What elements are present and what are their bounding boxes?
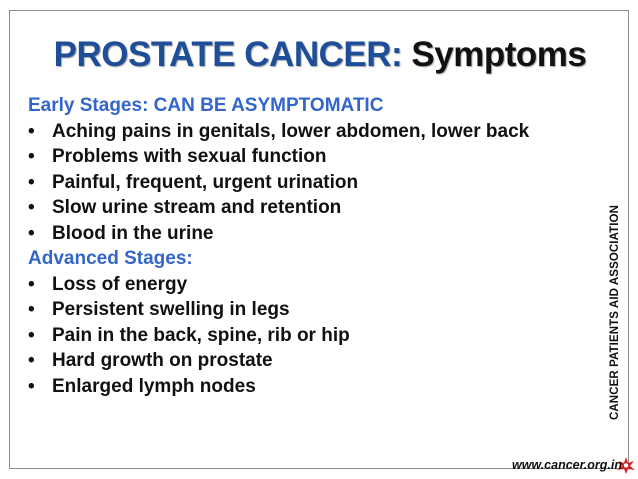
list-item: • Hard growth on prostate — [28, 348, 529, 374]
list-item: • Blood in the urine — [28, 221, 529, 247]
website-url[interactable]: www.cancer.org.in — [512, 458, 622, 472]
bullet-icon: • — [28, 324, 35, 346]
organization-name: CANCER PATIENTS AID ASSOCIATION — [609, 204, 621, 420]
bullet-icon: • — [28, 222, 35, 244]
title-topic: PROSTATE CANCER: — [53, 35, 403, 74]
bullet-icon: • — [28, 299, 35, 320]
list-item: • Painful, frequent, urgent urination — [28, 170, 529, 196]
list-item: • Loss of energy — [28, 272, 529, 298]
slide-title — [10, 35, 630, 75]
list-item: • Enlarged lymph nodes — [28, 374, 529, 400]
bullet-icon: • — [28, 171, 35, 193]
bullet-icon: • — [28, 273, 35, 295]
bullet-icon: • — [28, 120, 35, 142]
bullet-icon: • — [28, 197, 35, 218]
bullet-icon: • — [28, 146, 35, 167]
title-subject: Symptoms — [411, 35, 587, 74]
list-item: • Pain in the back, spine, rib or hip — [28, 323, 529, 349]
list-item: • Slow urine stream and retention — [28, 195, 529, 221]
bullet-icon: • — [28, 350, 35, 371]
advanced-stages-heading: Advanced Stages: — [28, 248, 193, 269]
bullet-icon: • — [28, 375, 35, 397]
list-item: • Persistent swelling in legs — [28, 297, 529, 323]
early-stages-heading: Early Stages: CAN BE ASYMPTOMATIC — [28, 95, 384, 116]
list-item: • Aching pains in genitals, lower abdomen, lower back — [28, 119, 529, 145]
symptom-list — [28, 93, 529, 399]
list-item: • Problems with sexual function — [28, 144, 529, 170]
